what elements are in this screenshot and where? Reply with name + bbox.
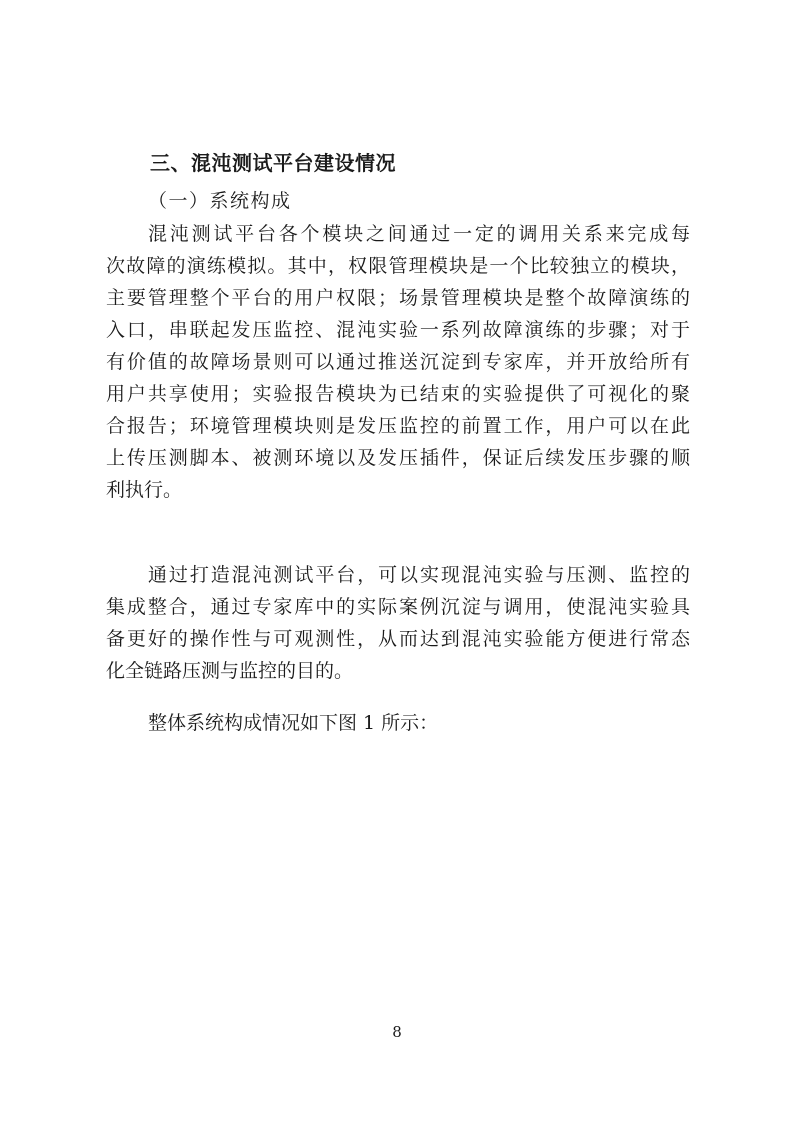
subsection-heading: （一）系统构成	[148, 190, 292, 212]
paragraph-line: 集成整合，通过专家库中的实际案例沉淀与调用，使混沌实验具	[106, 596, 690, 618]
paragraph-figure-reference	[106, 707, 690, 739]
paragraph-line: 用户共享使用；实验报告模块为已结束的实验提供了可视化的聚	[106, 383, 690, 405]
paragraph-line: 入口，串联起发压监控、混沌实验一系列故障演练的步骤；对于	[106, 319, 690, 341]
paragraph-line: 合报告；环境管理模块则是发压监控的前置工作，用户可以在此	[106, 415, 690, 437]
paragraph-line: 主要管理整个平台的用户权限；场景管理模块是整个故障演练的	[106, 287, 690, 309]
paragraph-line: 有价值的故障场景则可以通过推送沉淀到专家库，并开放给所有	[106, 351, 690, 373]
paragraph-line: 备更好的操作性与可观测性，从而达到混沌实验能方便进行常态	[106, 628, 690, 650]
paragraph-line: 次故障的演练模拟。其中，权限管理模块是一个比较独立的模块，	[106, 255, 690, 277]
section-heading: 三、混沌测试平台建设情况	[150, 151, 396, 175]
page-number: 8	[392, 1023, 402, 1041]
paragraph-line: 化全链路压测与监控的目的。	[106, 660, 354, 682]
paragraph-system-modules	[106, 218, 690, 506]
paragraph-line: 混沌测试平台各个模块之间通过一定的调用关系来完成每	[148, 223, 690, 245]
paragraph-platform-benefits	[106, 559, 690, 687]
paragraph-line: 通过打造混沌测试平台，可以实现混沌实验与压测、监控的	[148, 564, 690, 586]
paragraph-line: 上传压测脚本、被测环境以及发压插件，保证后续发压步骤的顺	[106, 447, 690, 469]
paragraph-line: 整体系统构成情况如下图 1 所示：	[148, 712, 439, 734]
paragraph-line: 利执行。	[106, 479, 183, 501]
